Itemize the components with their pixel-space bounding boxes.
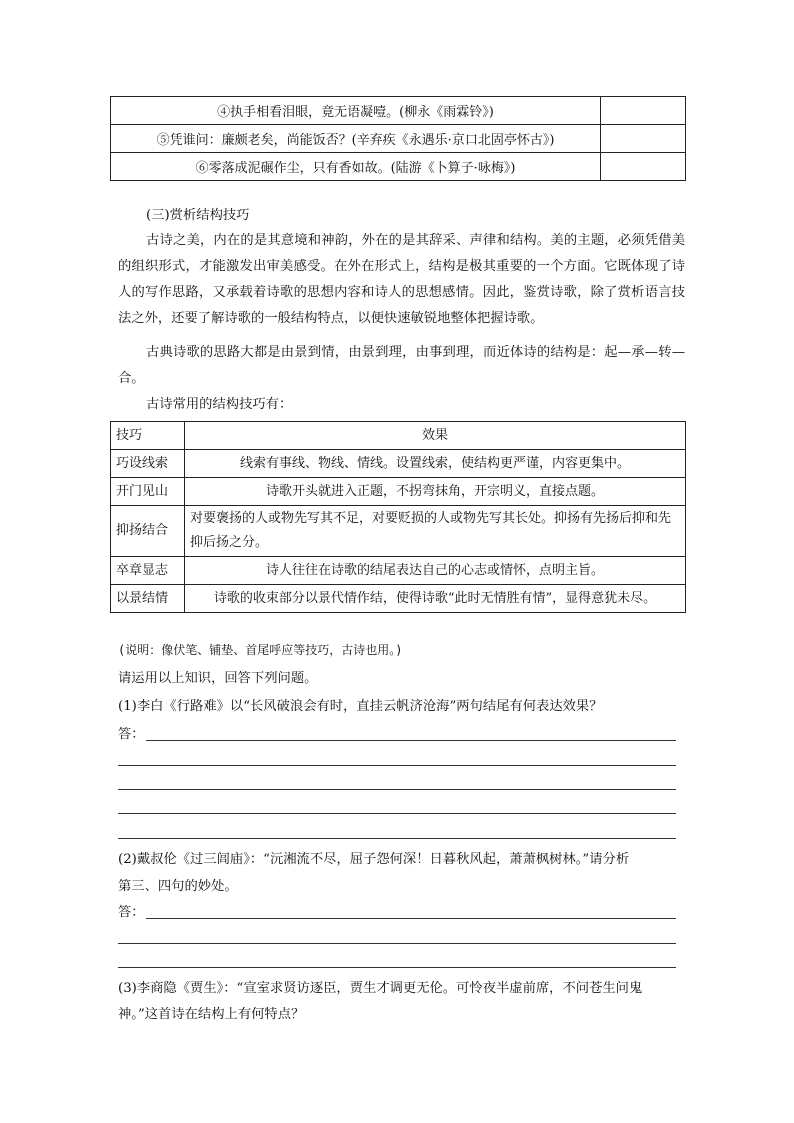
table-row [111, 125, 686, 153]
technique-name: 卒章显志 [111, 557, 185, 585]
answer-cell[interactable] [601, 153, 686, 181]
answer-line[interactable] [118, 967, 676, 968]
answer-line[interactable] [118, 813, 676, 814]
question-3: (3)李商隐《贾生》：“宣室求贤访逐臣，贾生才调更无伦。可怜夜半虚前席，不问苍生问鬼 [118, 981, 643, 996]
table-row [111, 478, 686, 506]
quote-cell: ⑥零落成泥碾作尘，只有香如故。(陆游《卜算子·咏梅》) [111, 153, 601, 181]
technique-effect: 诗人往往在诗歌的结尾表达自己的心志或情怀，点明主旨。 [185, 557, 686, 585]
answer-line[interactable] [118, 789, 676, 790]
technique-effect: 对要褒扬的人或物先写其不足，对要贬损的人或物先写其长处。抑扬有先扬后抑和先抑后扬之分。 [185, 506, 686, 557]
table-header-row [111, 422, 686, 450]
quotes-table [110, 96, 686, 181]
paragraph-1: 古诗之美，内在的是其意境和神韵，外在的是其辞采、声律和结构。美的主题，必须凭借美的组织形式，才能激发出审美感受。在外在形式上，结构是极其重要的一个方面。它既体现了诗人的写作思路，又承载着诗歌的思想内容和诗人的思想感情。因此，鉴赏诗歌，除了赏析语言技法之外，还要了解诗歌的一般结构特点，以便快速敏锐地整体把握诗歌。 [118, 233, 685, 326]
section-heading: (三)赏析结构技巧 [146, 208, 250, 223]
column-header-effect: 效果 [185, 422, 686, 450]
question-3-cont: 神。”这首诗在结构上有何特点？ [118, 1007, 305, 1022]
table-row [111, 450, 686, 478]
technique-name: 巧设线索 [111, 450, 185, 478]
quote-cell: ⑤凭谁问：廉颇老矣，尚能饭否？(辛弃疾《永遇乐·京口北固亭怀古》) [111, 125, 601, 153]
table-row [111, 506, 686, 557]
table-row [111, 585, 686, 613]
technique-effect: 线索有事线、物线、情线。设置线索，使结构更严谨，内容更集中。 [185, 450, 686, 478]
question-1: (1)李白《行路难》以“长风破浪会有时，直挂云帆济沧海”两句结尾有何表达效果？ [118, 699, 603, 714]
answer-line[interactable] [118, 765, 676, 766]
question-2-cont: 第三、四句的妙处。 [118, 879, 238, 894]
paragraph-2: 古典诗歌的思路大都是由景到情，由景到理，由事到理，而近体诗的结构是：起—承—转—合。 [118, 345, 685, 386]
technique-table [110, 421, 686, 613]
column-header-technique: 技巧 [111, 422, 185, 450]
note-text: (说明：像伏笔、铺垫、首尾呼应等技巧，古诗也用。) [118, 643, 403, 657]
table-row [111, 153, 686, 181]
technique-name: 开门见山 [111, 478, 185, 506]
answer-line[interactable] [118, 943, 676, 944]
answer-line[interactable] [146, 740, 676, 741]
answer-label: 答： [118, 905, 145, 920]
answer-cell[interactable] [601, 125, 686, 153]
paragraph-3: 古诗常用的结构技巧有： [146, 397, 293, 412]
quote-cell: ④执手相看泪眼，竟无语凝噎。(柳永《雨霖铃》) [111, 97, 601, 125]
answer-cell[interactable] [601, 97, 686, 125]
instruction-text: 请运用以上知识，回答下列问题。 [118, 671, 318, 686]
technique-name: 抑扬结合 [111, 506, 185, 557]
technique-name: 以景结情 [111, 585, 185, 613]
question-2: (2)戴叔伦《过三闾庙》：“沅湘流不尽，屈子怨何深！日暮秋风起，萧萧枫树林。”请分析 [118, 852, 630, 867]
technique-effect: 诗歌开头就进入正题，不拐弯抹角，开宗明义，直接点题。 [185, 478, 686, 506]
answer-line[interactable] [146, 918, 676, 919]
table-row [111, 97, 686, 125]
table-row [111, 557, 686, 585]
technique-effect: 诗歌的收束部分以景代情作结，使得诗歌“此时无情胜有情”，显得意犹未尽。 [185, 585, 686, 613]
answer-label: 答： [118, 727, 145, 742]
answer-line[interactable] [118, 838, 676, 839]
